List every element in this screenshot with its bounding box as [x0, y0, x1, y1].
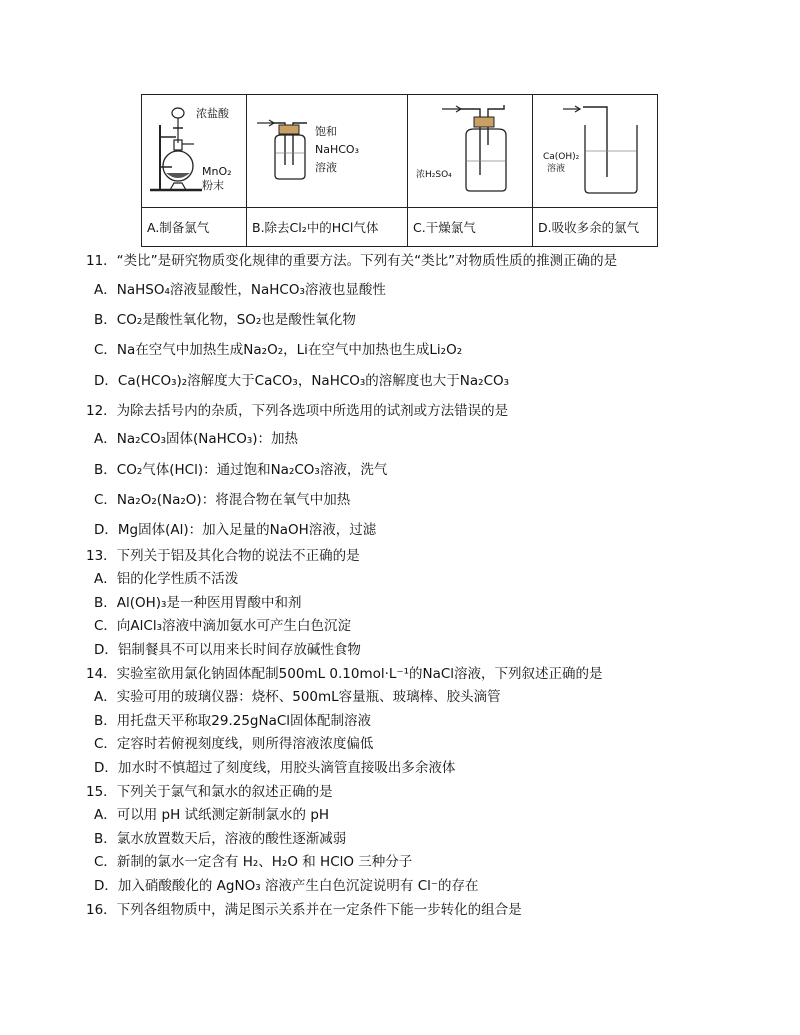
question-15-stem: 15．下列关于氯气和氯水的叙述正确的是	[86, 784, 333, 800]
question-15-option-b: B．氯水放置数天后，溶液的酸性逐渐减弱	[94, 831, 347, 847]
absorption-beaker-diagram	[533, 95, 657, 209]
question-14-stem: 14．实验室欲用氯化钠固体配制500mL 0.10mol·L⁻¹的NaCl溶液，下列叙述正确的是	[86, 666, 603, 682]
question-12-option-c: C．Na₂O₂(Na₂O)：将混合物在氧气中加热	[94, 492, 351, 508]
apparatus-a-cell	[142, 95, 247, 207]
question-11-option-d: D．Ca(HCO₃)₂溶解度大于CaCO₃，NaHCO₃的溶解度也大于Na₂CO₃	[94, 373, 510, 389]
label-conc-hcl: 浓盐酸	[196, 107, 229, 120]
apparatus-d-cell	[533, 95, 657, 207]
question-15-option-c: C．新制的氯水一定含有 H₂、H₂O 和 HClO 三种分子	[94, 854, 413, 870]
question-12-option-b: B．CO₂气体(HCl)：通过饱和Na₂CO₃溶液，洗气	[94, 462, 388, 478]
question-13-option-c: C．向AlCl₃溶液中滴加氨水可产生白色沉淀	[94, 618, 352, 634]
question-11-option-b: B．CO₂是酸性氧化物，SO₂也是酸性氧化物	[94, 312, 356, 328]
question-11-option-c: C．Na在空气中加热生成Na₂O₂，Li在空气中加热也生成Li₂O₂	[94, 342, 463, 358]
label-caoh2: Ca(OH)₂	[543, 152, 580, 162]
question-13-stem: 13．下列关于铝及其化合物的说法不正确的是	[86, 548, 360, 564]
question-13-option-d: D．铝制餐具不可以用来长时间存放碱性食物	[94, 642, 361, 658]
question-13-option-a: A．铝的化学性质不活泼	[94, 571, 239, 587]
apparatus-b-cell	[247, 95, 408, 207]
caption-c: C.干燥氯气	[408, 208, 533, 246]
question-14-option-b: B．用托盘天平称取29.25gNaCl固体配制溶液	[94, 713, 372, 729]
question-12-option-a: A．Na₂CO₃固体(NaHCO₃)：加热	[94, 431, 299, 447]
question-12-stem: 12．为除去括号内的杂质，下列各选项中所选用的试剂或方法错误的是	[86, 403, 509, 419]
label-powder: 粉末	[202, 179, 224, 192]
question-13-option-b: B．Al(OH)₃是一种医用胃酸中和剂	[94, 595, 302, 611]
apparatus-table	[141, 94, 658, 247]
label-solution-d: 溶液	[547, 164, 566, 174]
label-mno2: MnO₂	[202, 165, 232, 178]
question-15-option-a: A．可以用 pH 试纸测定新制氯水的 pH	[94, 807, 330, 823]
apparatus-c-cell	[408, 95, 533, 207]
caption-d: D.吸收多余的氯气	[538, 219, 640, 235]
question-15-option-d: D．加入硝酸酸化的 AgNO₃ 溶液产生白色沉淀说明有 Cl⁻的存在	[94, 878, 479, 894]
apparatus-captions-row	[142, 208, 657, 246]
question-16-stem: 16．下列各组物质中，满足图示关系并在一定条件下能一步转化的组合是	[86, 902, 522, 918]
label-nahco3: NaHCO₃	[315, 143, 359, 156]
question-12-option-d: D．Mg固体(Al)：加入足量的NaOH溶液，过滤	[94, 522, 377, 538]
caption-a: A.制备氯气	[142, 208, 247, 246]
drying-bottle-diagram	[408, 95, 533, 209]
apparatus-images-row	[142, 95, 657, 208]
wash-bottle-diagram	[247, 95, 408, 209]
question-14-option-c: C．定容时若俯视刻度线，则所得溶液浓度偏低	[94, 736, 374, 752]
caption-b: B.除去Cl₂中的HCl气体	[247, 208, 408, 246]
label-solution: 溶液	[315, 161, 337, 174]
chlorine-generator-diagram	[142, 95, 247, 209]
label-saturated: 饱和	[315, 125, 337, 138]
question-11-stem: 11．“类比”是研究物质变化规律的重要方法。下列有关“类比”对物质性质的推测正确的是	[86, 253, 618, 269]
question-11-option-a: A．NaHSO₄溶液显酸性，NaHCO₃溶液也显酸性	[94, 282, 386, 298]
question-14-option-a: A．实验可用的玻璃仪器：烧杯、500mL容量瓶、玻璃棒、胶头滴管	[94, 689, 501, 705]
question-14-option-d: D．加水时不慎超过了刻度线，用胶头滴管直接吸出多余液体	[94, 760, 456, 776]
label-conc-h2so4: 浓H₂SO₄	[416, 170, 452, 180]
